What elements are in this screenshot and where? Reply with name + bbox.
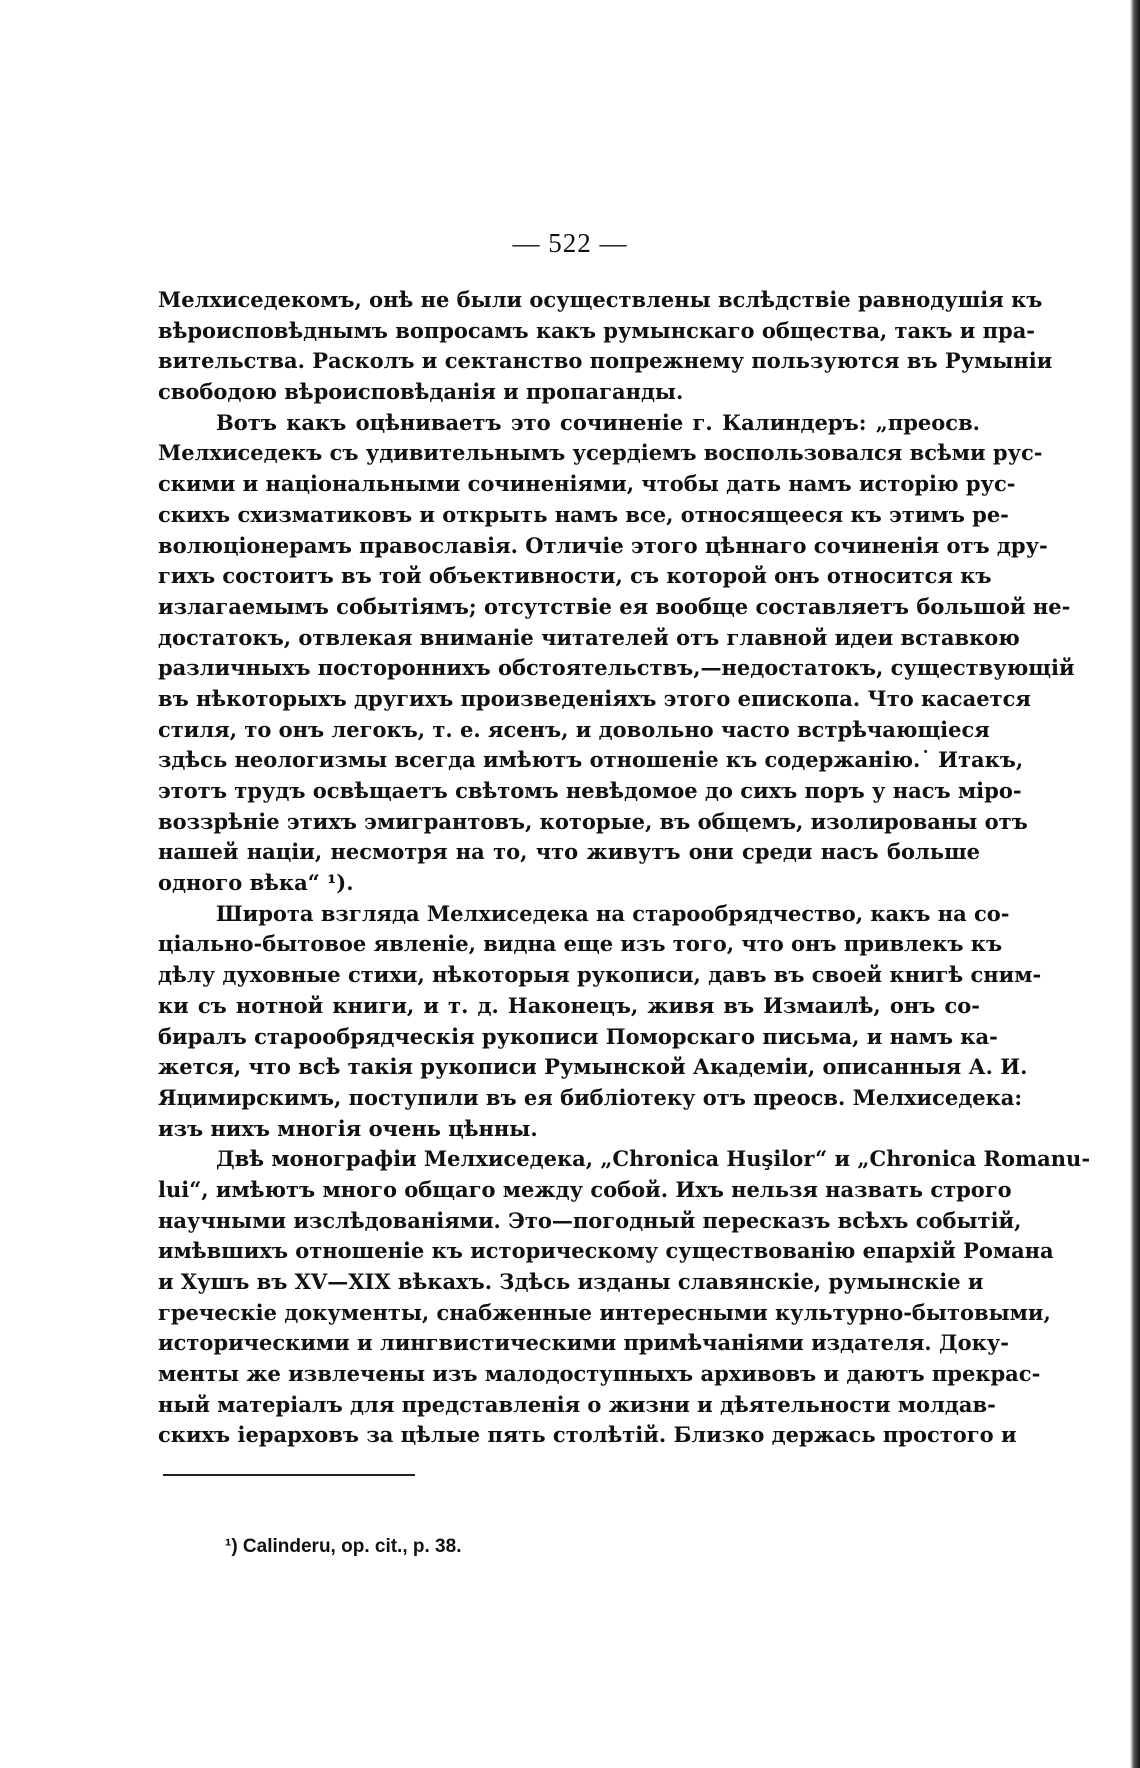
text-line: стиля, то онъ легокъ, т. е. ясенъ, и довольно часто встрѣчающіеся <box>158 716 990 742</box>
text-line: имѣвшихъ отношеніе къ историческому существованію епархій Романа <box>158 1238 1054 1264</box>
page-number: — 522 — <box>512 228 628 258</box>
text-line: скихъ іерарховъ за цѣлые пять столѣтій. Близко держась простого и <box>158 1422 1017 1448</box>
text-line: нашей націи, несмотря на то, что живутъ они среди насъ больше <box>158 839 980 865</box>
text-line: Вотъ какъ оцѣниваетъ это сочиненіе г. Калиндеръ: „преосв. <box>216 409 980 435</box>
text-line: Двѣ монографіи Мелхиседека, „Chronica Huşilor“ и „Chronica Romanu- <box>216 1146 1091 1172</box>
body-text <box>158 285 1091 1451</box>
text-line: изъ нихъ многія очень цѣнны. <box>158 1115 538 1141</box>
text-line: воззрѣніе этихъ эмигрантовъ, которые, въ общемъ, изолированы отъ <box>158 808 1028 834</box>
text-line: вительства. Расколъ и сектанство попрежнему пользуются въ Румыніи <box>158 348 1053 374</box>
text-line: менты же извлечены изъ малодоступныхъ архивовъ и даютъ прекрас- <box>158 1361 1041 1387</box>
text-line: гихъ состоитъ въ той объективности, съ которой онъ относится къ <box>158 563 992 589</box>
text-line: одного вѣка“ ¹). <box>158 870 354 896</box>
scan-edge <box>1130 0 1140 1768</box>
text-line: историческими и лингвистическими примѣчаніями издателя. Доку- <box>158 1330 1009 1356</box>
text-line: жется, что всѣ такія рукописи Румынской Академіи, описанныя А. И. <box>158 1054 1028 1080</box>
text-line: биралъ старообрядческія рукописи Поморскаго письма, и намъ ка- <box>158 1023 998 1049</box>
text-line: достатокъ, отвлекая вниманіе читателей отъ главной идеи вставкою <box>158 624 1020 650</box>
paragraph <box>158 899 1042 1145</box>
paragraph <box>158 1144 1091 1451</box>
footnote: ¹) Calinderu, op. cit., p. 38. <box>225 1536 462 1557</box>
text-line: излагаемымъ событіямъ; отсутствіе ея вообще составляетъ большой не- <box>158 593 1071 619</box>
text-line: здѣсь неологизмы всегда имѣютъ отношеніе къ содержанію.˙ Итакъ, <box>158 747 1024 773</box>
text-line: дѣлу духовные стихи, нѣкоторыя рукописи, давъ въ своей книгѣ сним- <box>158 962 1042 988</box>
text-line: этотъ трудъ освѣщаетъ свѣтомъ невѣдомое до сихъ поръ у насъ міро- <box>158 778 1022 803</box>
text-line: Мелхиседекомъ, онѣ не были осуществлены вслѣдствіе равнодушія къ <box>158 287 1043 312</box>
text-line: греческіе документы, снабженные интересными культурно-бытовыми, <box>158 1299 1051 1325</box>
text-line: въ нѣкоторыхъ другихъ произведеніяхъ этого епископа. Что касается <box>158 685 1031 711</box>
text-line: вѣроисповѣднымъ вопросамъ какъ румынскаго общества, такъ и пра- <box>158 317 1036 343</box>
text-line: различныхъ посторонниxъ обстоятельствъ,—недостатокъ, существующій <box>158 655 1075 681</box>
text-line: скими и національными сочиненіями, чтобы дать намъ исторію рус- <box>158 471 1016 497</box>
text-line: lui“, имѣютъ много общаго между собой. Ихъ нельзя назвать строго <box>158 1176 1012 1202</box>
text-line: волюціонерамъ православія. Отличіе этого цѣннаго сочиненія отъ дру- <box>158 532 1048 558</box>
text-line: скихъ схизматиковъ и открыть намъ все, относящееся къ этимъ ре- <box>158 501 1009 527</box>
text-line: свободою вѣроисповѣданія и пропаганды. <box>158 379 684 405</box>
text-line: ціально-бытовое явленіе, видна еще изъ того, что онъ привлекъ къ <box>158 931 1003 957</box>
text-line: ки съ нотной книги, и т. д. Наконецъ, живя въ Измаилѣ, онъ со- <box>158 992 980 1018</box>
text-line: Яцимирскимъ, поступили въ ея библіотеку отъ преосв. Мелхиседека: <box>158 1084 1023 1110</box>
text-line: Широта взгляда Мелхиседека на старообрядчество, какъ на со- <box>216 900 1010 926</box>
text-line: научными изслѣдованіями. Это—погодный пересказъ всѣхъ событій, <box>158 1207 1022 1233</box>
footnote-divider <box>163 1474 415 1476</box>
text-line: Мелхиседекъ съ удивительнымъ усердіемъ воспользовался всѣми рус- <box>158 440 1043 466</box>
text-line: ный матеріалъ для представленія о жизни и дѣятельности молдав- <box>158 1391 996 1417</box>
text-line: и Хушъ въ XV—XIX вѣкахъ. Здѣсь изданы славянскіе, румынскіе и <box>158 1269 984 1294</box>
paragraph <box>158 408 1075 899</box>
paragraph <box>158 285 1053 408</box>
